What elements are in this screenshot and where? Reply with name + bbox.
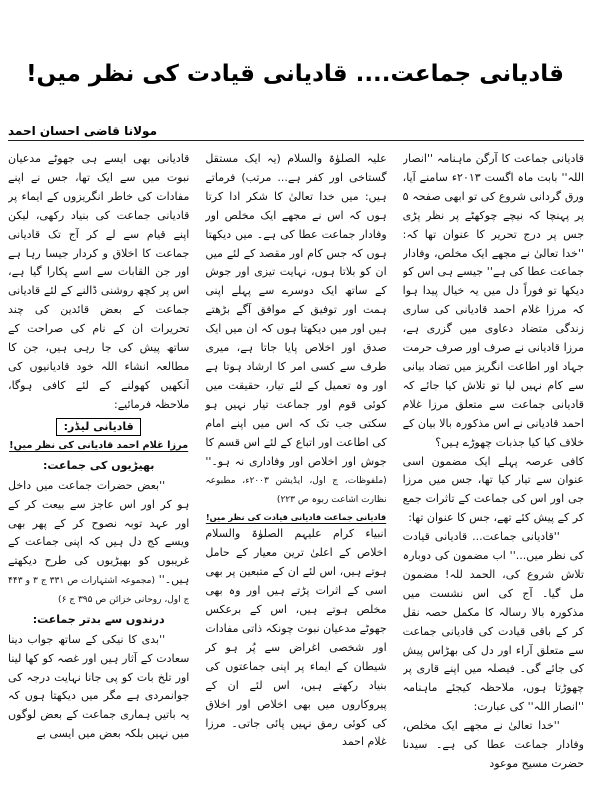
citation: (مجموعہ اشتہارات ص ۳۳۱ ج ۳ و ۴۴۳ ج اول، روحانی خزائن ص ۳۹۵ ج ۶) — [8, 576, 190, 606]
article-columns — [8, 150, 584, 792]
quote-text: علیہ الصلوٰۃ والسلام (یہ ایک مستقل گستاخی اور کفر ہے... مرتب) فرماتے ہیں: میں خدا تعالیٰ کا شکر ادا کرتا ہوں کہ اس نے مجھے ایک مخلص اور وفادار جماعت عطا کی ہے۔ میں دیکھتا ہوں کہ جس کام اور مقصد کے لئے میں ان کو بلاتا ہوں، نہایت تیزی اور جوش کے ساتھ ایک دوسرے سے پہلے اپنی ہمت اور توفیق کے موافق آگے بڑھتے ہیں اور میں دیکھتا ہوں کہ ان میں ایک صدق اور اخلاص پایا جاتا ہے، میری طرف سے کسی امر کا ارشاد ہوتا ہے اور وہ تعمیل کے لئے تیار، حقیقت میں کوئی قوم اور جماعت تیار نہیں ہو سکتی جب تک کہ اس میں اپنے امام کی اطاعت اور اتباع کے لئے اس قسم کا جوش اور اخلاص اور وفاداری نہ ہو۔'' — [205, 152, 387, 468]
paragraph: قادیانی جماعت کا آرگن ماہنامہ ''انصار اللہ'' بابت ماہ اگست ۲۰۱۳ء سامنے آیا، ورق گردانی شروع کی تو ابھی صفحہ ۵ پر پہنچا کہ نیچے چوکھٹے پر نظر پڑی جس پر درج تحریر کا عنوان تھا کہ: ''خدا تعالیٰ نے مجھے ایک مخلص، وفادار جماعت عطا کی ہے'' جیسے ہی اس کو دیکھا تو فوراً دل میں یہ خیال پیدا ہوا کہ مرزا غلام احمد قادیانی کی ساری زندگی متضاد دعاوی میں گزری ہے، مرزا قادیانی نے صرف اور صرف حرمت جہاد اور اطاعت انگریز میں تضاد بیانی سے کام نہیں لیا تو تلاش کیا جائے کہ قادیانی جماعت سے متعلق مرزا غلام احمد قادیانی نے اس مذکورہ بالا بیان کے خلاف کیا کیا جذبات چھوڑے ہیں؟ — [402, 152, 584, 449]
section-heading: قادیانی جماعت قادیانی قیادت کی نظر میں! — [205, 512, 387, 523]
citation: (ملفوظات، ج اول، ایڈیشن ۲۰۰۳ء، مطبوعہ نظارت اشاعت ربوہ ص ۲۲۳) — [205, 476, 387, 506]
column-right — [403, 150, 584, 792]
quote-paragraph: ''بدی کا نیکی کے ساتھ جواب دینا سعادت کے آثار ہیں اور غصہ کو کھا لینا اور تلخ بات کو پی جانا نہایت درجہ کی جوانمردی ہے مگر میں دیکھتا ہوں کہ یہ باتیں ہماری جماعت کے بعض لوگوں میں نہیں بلکہ بعض میں ایسی بے — [8, 632, 190, 741]
quote-paragraph: ''خدا تعالیٰ نے مجھے ایک مخلص، وفادار جماعت عطا کی ہے۔ سیدنا حضرت مسیح موعود — [402, 719, 584, 770]
paragraph: قادیانی بھی ایسے ہی جھوٹے مدعیان نبوت میں سے ایک تھا، جس نے اپنے مفادات کی خاطر انگریزوں کے ایماء پر قادیانی جماعت کی بنیاد رکھی، لیکن اپنے قیام سے لے کر آج تک قادیانی جماعت کا اخلاق و کردار جیسا رہا ہے اور جن القابات سے اسے پکارا گیا ہے، اس پر کچھ روشنی ڈالنے کے لئے قادیانی جماعت کے بعض قائدین کی چند تحریرات ان کے نام کی صراحت کے ساتھ پیش کی جا رہی ہیں، جن کا مطالعہ انشاء اللہ خود قادیانیوں کی آنکھیں کھولنے کے لئے کافی ہوگا، ملاحظہ فرمائیے: — [8, 152, 190, 411]
quote-paragraph — [8, 477, 189, 609]
column-middle — [205, 150, 386, 792]
quoted-title-paragraph: ''قادیانی جماعت... قادیانی قیادت کی نظر میں...'' اب مضمون کی دوبارہ تلاش شروع کی، الحمد للہ! مضمون مل گیا۔ آج کی اس نشست میں مذکورہ بالا رسالہ کا مکمل حصہ نقل کر کے باقی قیادت کی قادیانی جماعت سے متعلق آراء اور دل کی بھڑاس پیش کی جائے گی۔ فیصلہ میں اپنے قاری پر چھوڑتا ہوں، ملاحظہ کیجئے ماہنامہ ''انصار اللہ'' کی عبارت: — [402, 530, 584, 714]
byline: مولانا قاضی احسان احمد — [8, 124, 157, 138]
paragraph: انبیاء کرام علیہم الصلوٰۃ والسلام اخلاص کے اعلیٰ ترین معیار کے حامل ہوتے ہیں، اس لئے ان کے متبعین پر بھی اسی کے اثرات پڑتے ہیں اور وہ بھی مخلص ہوتے ہیں، اس کے برعکس جھوٹے مدعیان نبوت چونکہ ذاتی مفادات اور شخصی اغراض سے پُر ہو کر شیطان کے ایماء پر اپنی جماعتوں کی بنیاد رکھتے ہیں، اس لئے ان کے پیروکاروں میں بھی اخلاص اور اخلاق کی کوئی رمق نہیں پائی جاتی۔ مرزا غلام احمد — [205, 527, 387, 749]
column-left — [8, 150, 189, 792]
section-heading: مرزا غلام احمد قادیانی کی نظر میں! — [9, 440, 189, 452]
boxed-heading: قادیانی لیڈر: — [56, 418, 141, 437]
quote-text: ''بعض حضرات جماعت میں داخل ہو کر اور اس عاجز سے بیعت کر کے اور عہد توبہ نصوح کر کے پھر بھی ویسے کج دل ہیں کہ اپنی جماعت کے غریبوں کو بھیڑیوں کی طرح دیکھتے ہیں۔'' — [8, 478, 190, 587]
quote-paragraph — [205, 150, 386, 509]
boxed-heading-wrap — [8, 418, 189, 437]
byline-row — [8, 120, 584, 141]
subheading: درندوں سے بدتر جماعت: — [32, 612, 165, 626]
headline: قادیانی جماعت.... قادیانی قیادت کی نظر میں! — [26, 61, 564, 87]
paragraph: کافی عرصہ پہلے ایک مضمون اسی عنوان سے تیار کیا تھا، جس میں مرزا جی اور اس کی جماعت کے تاثرات جمع کر کے پیش کئے تھے، جس کا عنوان تھا: — [402, 454, 584, 525]
subheading: بھیڑیوں کی جماعت: — [43, 458, 155, 472]
